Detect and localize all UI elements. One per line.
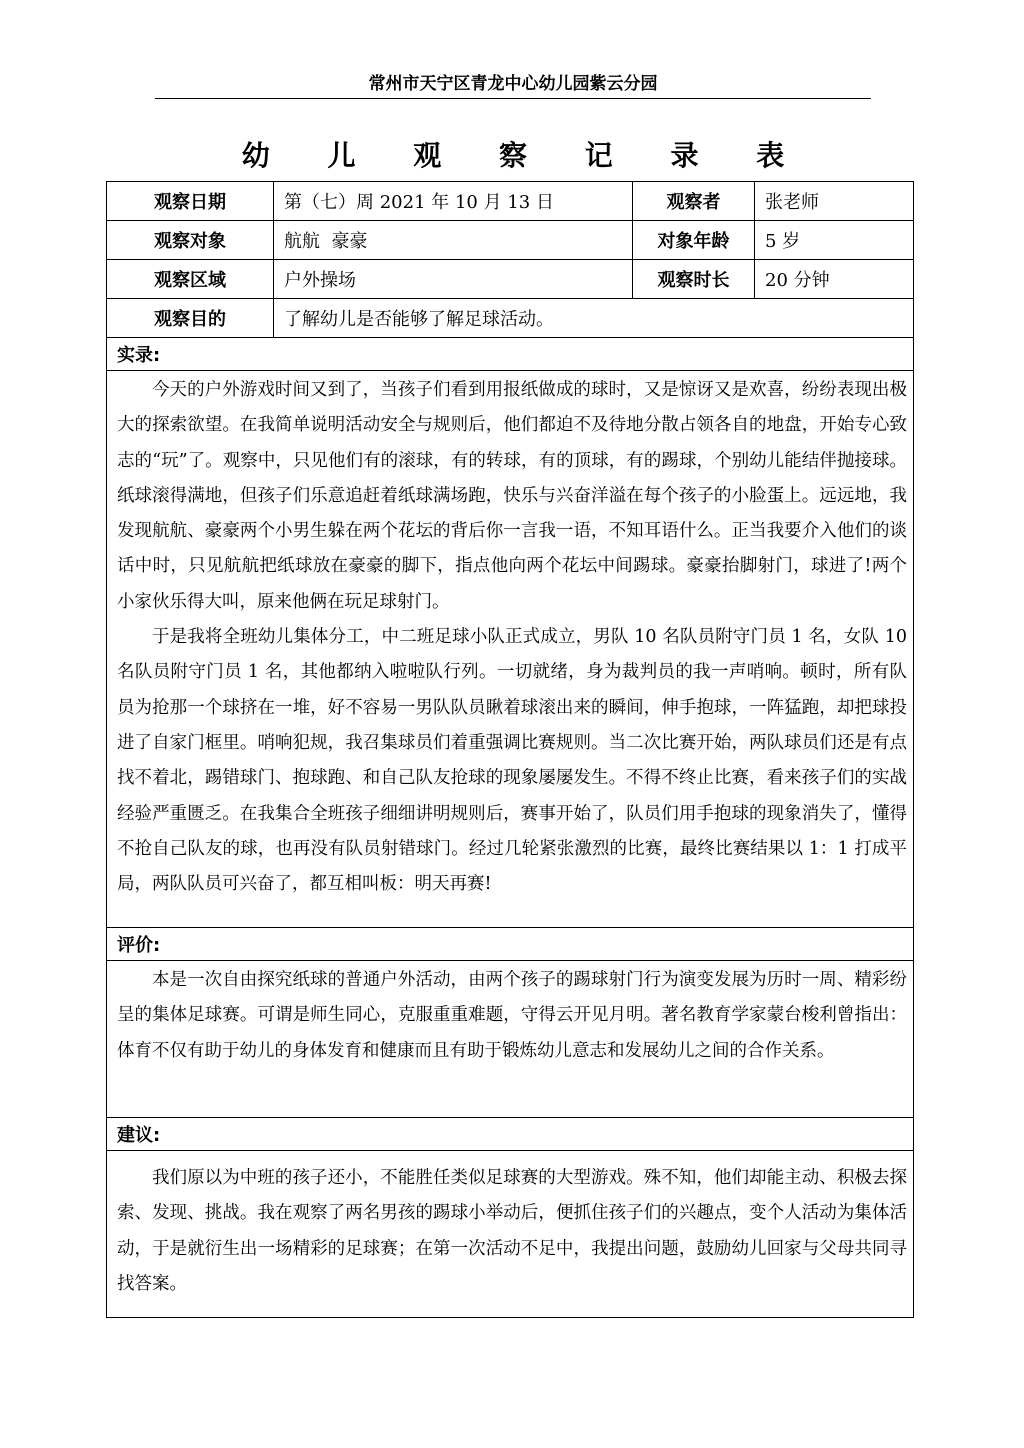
area-value: 户外操场: [274, 260, 633, 299]
evaluation-heading: 评价:: [107, 928, 914, 961]
row-subject: [107, 221, 914, 260]
document-title: 幼 儿 观 察 记 录 表: [241, 139, 809, 172]
row-area: [107, 260, 914, 299]
suggestion-heading-row: [107, 1118, 914, 1151]
purpose-value: 了解幼儿是否能够了解足球活动。: [274, 299, 914, 338]
evaluation-heading-row: [107, 928, 914, 961]
date-value: 第（七）周 2021 年 10 月 13 日: [274, 182, 633, 221]
duration-label: 观察时长: [633, 260, 755, 299]
header-divider: [155, 98, 871, 99]
record-body: [107, 371, 914, 928]
record-body-row: [107, 371, 914, 928]
subject-value: 航航 豪豪: [274, 221, 633, 260]
suggestion-paragraph-1: 我们原以为中班的孩子还小，不能胜任类似足球赛的大型游戏。殊不知，他们却能主动、积极去探索、发现、挑战。我在观察了两名男孩的踢球小举动后，便抓住孩子们的兴趣点，变个人活动为集体活动，于是就衍生出一场精彩的足球赛；在第一次活动不足中，我提出问题，鼓励幼儿回家与父母共同寻找答案。: [117, 1168, 907, 1294]
duration-value: 20 分钟: [755, 260, 914, 299]
age-value: 5 岁: [755, 221, 914, 260]
suggestion-heading: 建议:: [107, 1118, 914, 1151]
observer-value: 张老师: [755, 182, 914, 221]
purpose-label: 观察目的: [107, 299, 274, 338]
record-heading: 实录:: [107, 338, 914, 371]
row-date: [107, 182, 914, 221]
suggestion-body: [107, 1151, 914, 1318]
area-label: 观察区域: [107, 260, 274, 299]
suggestion-body-row: [107, 1151, 914, 1318]
evaluation-body: [107, 961, 914, 1118]
organization-header: 常州市天宁区青龙中心幼儿园紫云分园: [368, 74, 658, 94]
date-label: 观察日期: [107, 182, 274, 221]
record-paragraph-2: 于是我将全班幼儿集体分工，中二班足球小队正式成立，男队 10 名队员附守门员 1 名，女队 10 名队员附守门员 1 名，其他都纳入啦啦队行列。一切就绪，身为裁判员的我一声哨响。顿时，所有队员为抢那一个球挤在一堆，好不容易一男队队员瞅着球滚出来的瞬间，伸手抱球，一阵猛跑，却把球投进了自家门框里。哨响犯规，我召集球员们着重强调比赛规则。当二次比赛开始，两队球员们还是有点找不着北，踢错球门、抱球跑、和自己队友抢球的现象屡屡发生。不得不终止比赛，看来孩子们的实战经验严重匮乏。在我集合全班孩子细细讲明规则后，赛事开始了，队员们用手抱球的现象消失了，懂得不抢自己队友的球，也再没有队员射错球门。经过几轮紧张激烈的比赛，最终比赛结果以 1：1 打成平局，两队队员可兴奋了，都互相叫板：明天再赛!: [117, 627, 907, 895]
evaluation-body-row: [107, 961, 914, 1118]
subject-label: 观察对象: [107, 221, 274, 260]
observation-form-table: [106, 181, 914, 1318]
evaluation-paragraph-1: 本是一次自由探究纸球的普通户外活动，由两个孩子的踢球射门行为演变发展为历时一周、精彩纷呈的集体足球赛。可谓是师生同心，克服重重难题，守得云开见月明。著名教育学家蒙台梭利曾指出：体育不仅有助于幼儿的身体发育和健康而且有助于锻炼幼儿意志和发展幼儿之间的合作关系。: [117, 970, 907, 1061]
record-paragraph-1: 今天的户外游戏时间又到了，当孩子们看到用报纸做成的球时，又是惊讶又是欢喜，纷纷表现出极大的探索欲望。在我简单说明活动安全与规则后，他们都迫不及待地分散占领各自的地盘，开始专心致志的“玩”了。观察中，只见他们有的滚球，有的转球，有的顶球，有的踢球，个别幼儿能结伴抛接球。纸球滚得满地，但孩子们乐意追赶着纸球满场跑，快乐与兴奋洋溢在每个孩子的小脸蛋上。远远地，我发现航航、豪豪两个小男生躲在两个花坛的背后你一言我一语，不知耳语什么。正当我要介入他们的谈话中时，只见航航把纸球放在豪豪的脚下，指点他向两个花坛中间踢球。豪豪抬脚射门，球进了!两个小家伙乐得大叫，原来他俩在玩足球射门。: [117, 380, 907, 612]
observer-label: 观察者: [633, 182, 755, 221]
age-label: 对象年龄: [633, 221, 755, 260]
record-heading-row: [107, 338, 914, 371]
row-purpose: [107, 299, 914, 338]
